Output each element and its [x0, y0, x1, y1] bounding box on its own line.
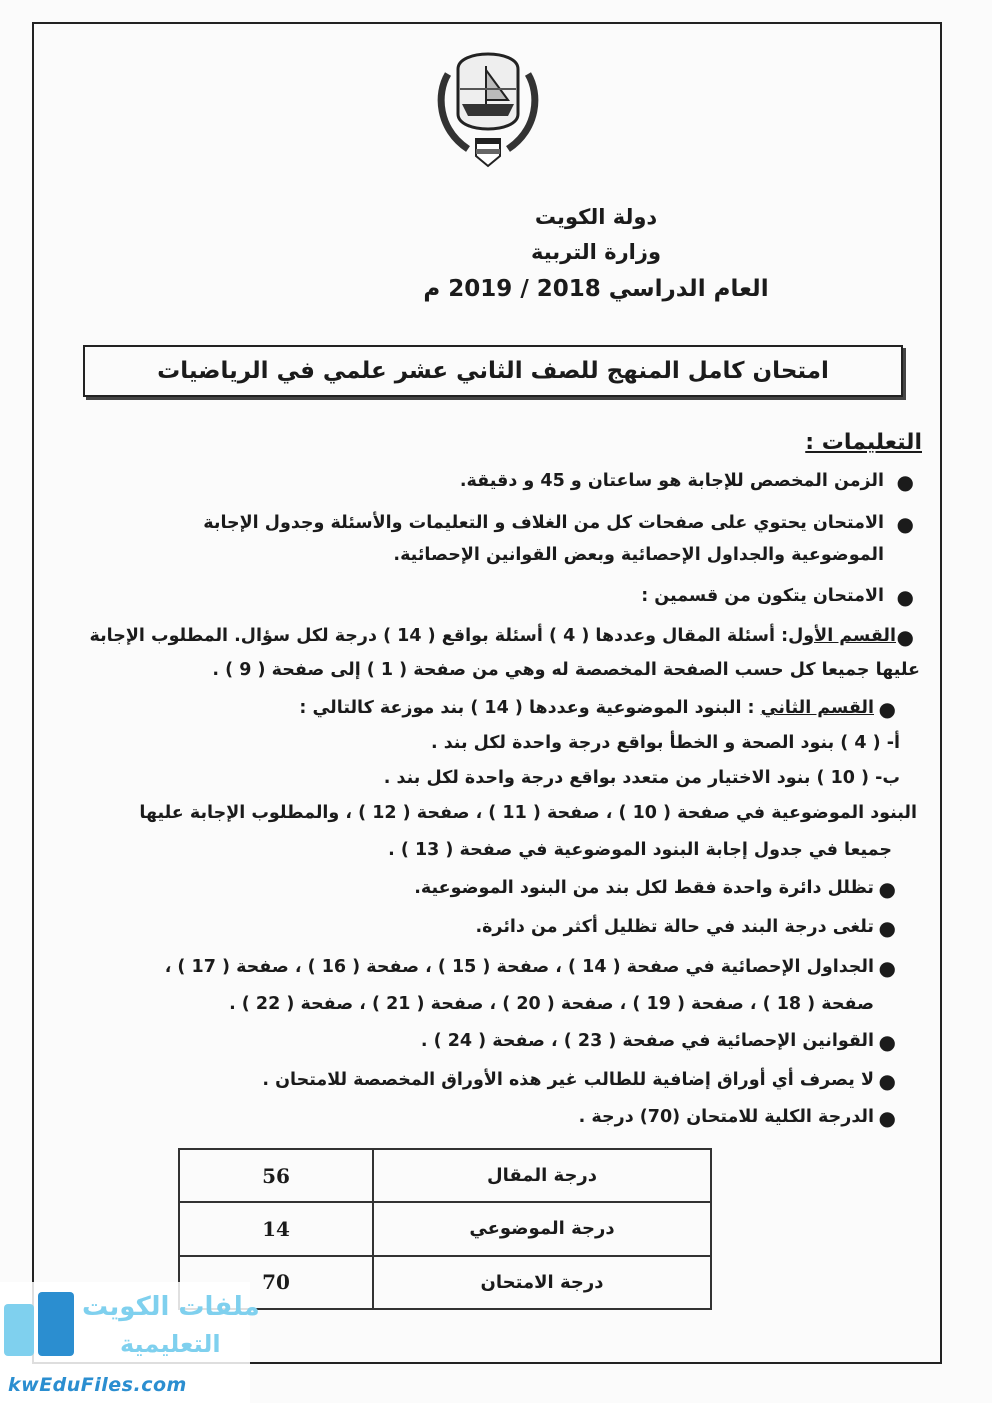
scores-table	[178, 1148, 712, 1310]
ministry-name: وزارة التربية	[530, 240, 662, 264]
objective-pages-line1: البنود الموضوعية في صفحة ( 10 ) ، صفحة ( 11 ) ، صفحة ( 12 ) ، والمطلوب الإجابة عليها	[139, 803, 917, 823]
bullet-icon: ●	[896, 470, 914, 494]
bullet-icon: ●	[896, 625, 914, 649]
instructions-heading: التعليمات :	[805, 430, 922, 455]
instruction-shade-cancel: تلغى درجة البند في حالة تظليل أكثر من دائرة.	[475, 917, 874, 937]
bullet-icon: ●	[878, 916, 896, 940]
tables-line1: الجداول الإحصائية في صفحة ( 14 ) ، صفحة ( 15 ) ، صفحة ( 16 ) ، صفحة ( 17 ) ،	[164, 957, 874, 977]
score-value: 56	[179, 1149, 373, 1202]
score-label: درجة المقال	[373, 1149, 711, 1202]
bullet-icon: ●	[878, 1069, 896, 1093]
state-name: دولة الكويت	[534, 205, 658, 229]
instruction-total: الدرجة الكلية للامتحان (70) درجة .	[578, 1107, 874, 1127]
item-b: ب‌- ( 10 ) بنود الاختيار من متعدد بواقع درجة واحدة لكل بند .	[383, 768, 900, 788]
table-row	[179, 1149, 711, 1202]
part1-line1	[90, 626, 897, 647]
instruction-no-extra: لا يصرف أي أوراق إضافية للطالب غير هذه الأوراق المخصصة للامتحان .	[262, 1070, 874, 1090]
bullet-icon: ●	[878, 697, 896, 721]
score-value: 14	[179, 1202, 373, 1255]
part1-line2: عليها جميعا كل حسب الصفحة المخصصة له وهي من صفحة ( 1 ) إلى صفحة ( 9 ) .	[212, 660, 920, 680]
instruction-sections: الامتحان يتكون من قسمين :	[641, 586, 884, 606]
score-value: 70	[179, 1256, 373, 1309]
table-row	[179, 1202, 711, 1255]
score-label: درجة الموضوعي	[373, 1202, 711, 1255]
part2-text: : البنود الموضوعية وعددها ( 14 ) بند موزعة كالتالي :	[299, 698, 761, 718]
instruction-contents-line1: الامتحان يحتوي على صفحات كل من الغلاف و التعليمات والأسئلة وجدول الإجابة	[203, 513, 884, 533]
part2-label: القسم الثاني	[760, 698, 874, 718]
bullet-icon: ●	[896, 512, 914, 536]
watermark-line1: ملفات الكويت	[82, 1292, 260, 1322]
tables-line2: صفحة ( 18 ) ، صفحة ( 19 ) ، صفحة ( 20 ) ، صفحة ( 21 ) ، صفحة ( 22 ) .	[229, 994, 874, 1014]
part1-label: القسم الأول	[788, 626, 896, 646]
objective-pages-line2: جميعا في جدول إجابة البنود الموضوعية في صفحة ( 13 ) .	[388, 840, 892, 860]
item-a: أ‌- ( 4 ) بنود الصحة و الخطأ بواقع درجة واحدة لكل بند .	[430, 733, 900, 753]
instruction-shade-one: تظلل دائرة واحدة فقط لكل بند من البنود الموضوعية.	[414, 878, 874, 898]
academic-year: العام الدراسي 2018 / 2019 م	[423, 276, 769, 302]
part2-line	[299, 698, 874, 719]
kuwait-emblem-icon	[428, 44, 548, 169]
instruction-contents-line2: الموضوعية والجداول الإحصائية وبعض القوانين الإحصائية.	[393, 545, 884, 565]
exam-title: امتحان كامل المنهج للصف الثاني عشر علمي في الرياضيات	[83, 345, 903, 397]
watermark-line2: التعليمية	[120, 1330, 221, 1358]
score-label: درجة الامتحان	[373, 1256, 711, 1309]
bullet-icon: ●	[878, 956, 896, 980]
bullet-icon: ●	[878, 1106, 896, 1130]
instruction-laws: القوانين الإحصائية في صفحة ( 23 ) ، صفحة ( 24 ) .	[420, 1031, 874, 1051]
watermark-url: kwEduFiles.com	[8, 1374, 187, 1396]
part1-text: : أسئلة المقال وعددها ( 4 ) أسئلة بواقع ( 14 ) درجة لكل سؤال. المطلوب الإجابة	[89, 626, 789, 646]
bullet-icon: ●	[878, 877, 896, 901]
bullet-icon: ●	[896, 585, 914, 609]
bullet-icon: ●	[878, 1030, 896, 1054]
instruction-time: الزمن المخصص للإجابة هو ساعتان و 45 و دقيقة.	[459, 471, 884, 491]
